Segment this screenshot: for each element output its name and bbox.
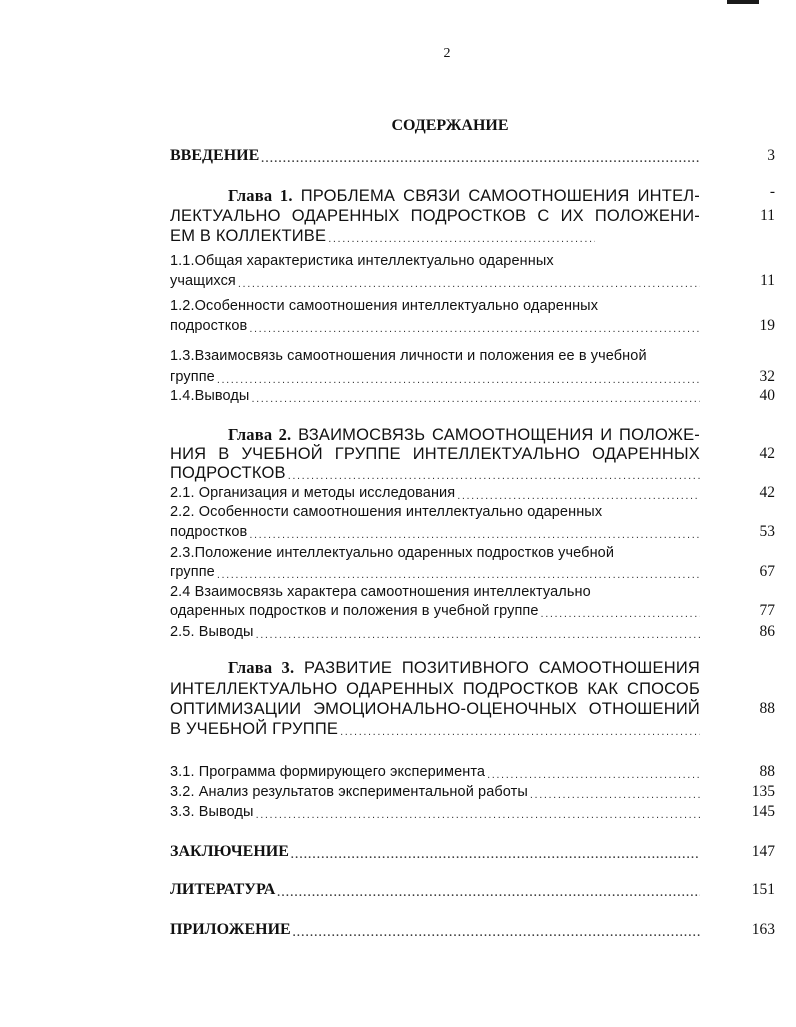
toc-entry-1-4: 1.4.Выводы .....	[170, 385, 700, 407]
chapter3-heading-line3: ОПТИМИЗАЦИИ ЭМОЦИОНАЛЬНО-ОЦЕНОЧНЫХ ОТНОШЕНИЙ	[170, 700, 700, 718]
intro-label: ВВЕДЕНИЕ	[170, 147, 260, 164]
leader-dots	[254, 627, 700, 643]
chapter2-heading-line3: ПОДРОСТКОВ .....	[170, 462, 700, 484]
toc-entry-1-3-line1: 1.3.Взаимосвязь самоотношения личности и положения ее в учебной	[170, 348, 647, 364]
toc-entry-2-4-page: 77	[759, 602, 775, 619]
toc-entry-3-3-page: 145	[751, 803, 775, 820]
appendix-page: 163	[751, 921, 775, 938]
leader-dots	[236, 276, 700, 292]
toc-entry-2-3-line1: 2.3.Положение интеллектуально одаренных подростков учебной	[170, 545, 615, 561]
toc-entry-3-1: 3.1. Программа формирующего эксперимента .....	[170, 761, 700, 783]
chapter1-heading-line3: ЕМ В КОЛЛЕКТИВЕ .....	[170, 225, 595, 247]
chapter3-heading-line4: В УЧЕБНОЙ ГРУППЕ .....	[170, 718, 700, 740]
toc-entry-literature: ЛИТЕРАТУРА .....	[170, 879, 700, 901]
toc-entry-2-4-line2: одаренных подростков и положения в учебной группе .....	[170, 600, 700, 622]
chapter1-prefix: Глава 1.	[228, 186, 293, 205]
toc-entry-1-1-page: 11	[760, 272, 775, 289]
chapter1-mark: -	[769, 183, 775, 200]
toc-entry-1-2-line1: 1.2.Особенности самоотношения интеллектуально одаренных	[170, 298, 599, 314]
toc-entry-1-4-page: 40	[759, 387, 775, 404]
leader-dots	[259, 151, 700, 167]
chapter3-prefix: Глава 3.	[228, 658, 295, 677]
chapter1-heading-line2: ЛЕКТУАЛЬНО ОДАРЕННЫХ ПОДРОСТКОВ С ИХ ПОЛОЖЕНИ-	[170, 207, 700, 225]
toc-title: СОДЕРЖАНИЕ	[391, 117, 509, 134]
toc-entry-intro	[170, 145, 700, 167]
toc-entry-3-2: 3.2. Анализ результатов экспериментальной работы .....	[170, 781, 700, 803]
toc-entry-2-1: 2.1. Организация и методы исследования .....	[170, 482, 700, 504]
toc-entry-2-5: 2.5. Выводы .....	[170, 621, 700, 643]
leader-dots	[249, 391, 700, 407]
toc-entry-3-1-page: 88	[759, 763, 775, 780]
toc-entry-2-2-line1: 2.2. Особенности самоотношения интеллектуально одаренных	[170, 504, 603, 520]
toc-entry-1-3-line2: группе .....	[170, 366, 700, 388]
leader-dots	[539, 606, 700, 622]
leader-dots	[254, 807, 700, 823]
leader-dots	[338, 724, 700, 740]
toc-entry-2-4-line1: 2.4 Взаимосвязь характера самоотношения интеллектуально	[170, 584, 591, 600]
toc-entry-3-2-page: 135	[751, 783, 775, 800]
toc-entry-appendix: ПРИЛОЖЕНИЕ .....	[170, 919, 700, 941]
chapter2-prefix: Глава 2.	[228, 425, 292, 444]
toc-entry-2-3-line2: группе .....	[170, 561, 700, 583]
leader-dots	[247, 527, 700, 543]
toc-entry-1-1-line2: учащихся .....	[170, 270, 700, 292]
leader-dots	[291, 925, 700, 941]
page-number: 2	[443, 46, 451, 61]
scan-artifact	[727, 0, 759, 4]
toc-entry-conclusion: ЗАКЛЮЧЕНИЕ .....	[170, 841, 700, 863]
chapter1-page: 11	[760, 207, 775, 224]
chapter3-heading-line1: Глава 3. РАЗВИТИЕ ПОЗИТИВНОГО САМООТНОШЕНИЯ	[228, 658, 700, 677]
leader-dots	[275, 885, 700, 901]
toc-entry-3-3: 3.3. Выводы .....	[170, 801, 700, 823]
toc-entry-2-2-page: 53	[759, 523, 775, 540]
toc-entry-1-2-page: 19	[759, 317, 775, 334]
toc-entry-1-2-line2: подростков .....	[170, 315, 700, 337]
literature-page: 151	[751, 881, 775, 898]
toc-entry-2-3-page: 67	[759, 563, 775, 580]
toc-entry-1-3-page: 32	[759, 368, 775, 385]
toc-entry-2-1-page: 42	[759, 484, 775, 501]
intro-page: 3	[767, 147, 775, 164]
leader-dots	[326, 231, 595, 247]
chapter2-heading-line2: НИЯ В УЧЕБНОЙ ГРУППЕ ИНТЕЛЛЕКТУАЛЬНО ОДАРЕННЫХ	[170, 445, 700, 463]
conclusion-page: 147	[751, 843, 775, 860]
toc-entry-2-2-line2: подростков .....	[170, 521, 700, 543]
chapter1-heading-line1: Глава 1. ПРОБЛЕМА СВЯЗИ САМООТНОШЕНИЯ ИНТЕЛ-	[228, 186, 700, 205]
chapter2-page: 42	[759, 445, 775, 462]
chapter3-page: 88	[759, 700, 775, 717]
leader-dots	[247, 321, 700, 337]
leader-dots	[289, 847, 700, 863]
toc-entry-2-5-page: 86	[759, 623, 775, 640]
chapter3-heading-line2: ИНТЕЛЛЕКТУАЛЬНО ОДАРЕННЫХ ПОДРОСТКОВ КАК СПОСОБ	[170, 680, 700, 698]
toc-entry-1-1-line1: 1.1.Общая характеристика интеллектуально одаренных	[170, 253, 554, 269]
chapter2-heading-line1: Глава 2. ВЗАИМОСВЯЗЬ САМООТНОЩЕНИЯ И ПОЛОЖЕ-	[228, 425, 700, 444]
